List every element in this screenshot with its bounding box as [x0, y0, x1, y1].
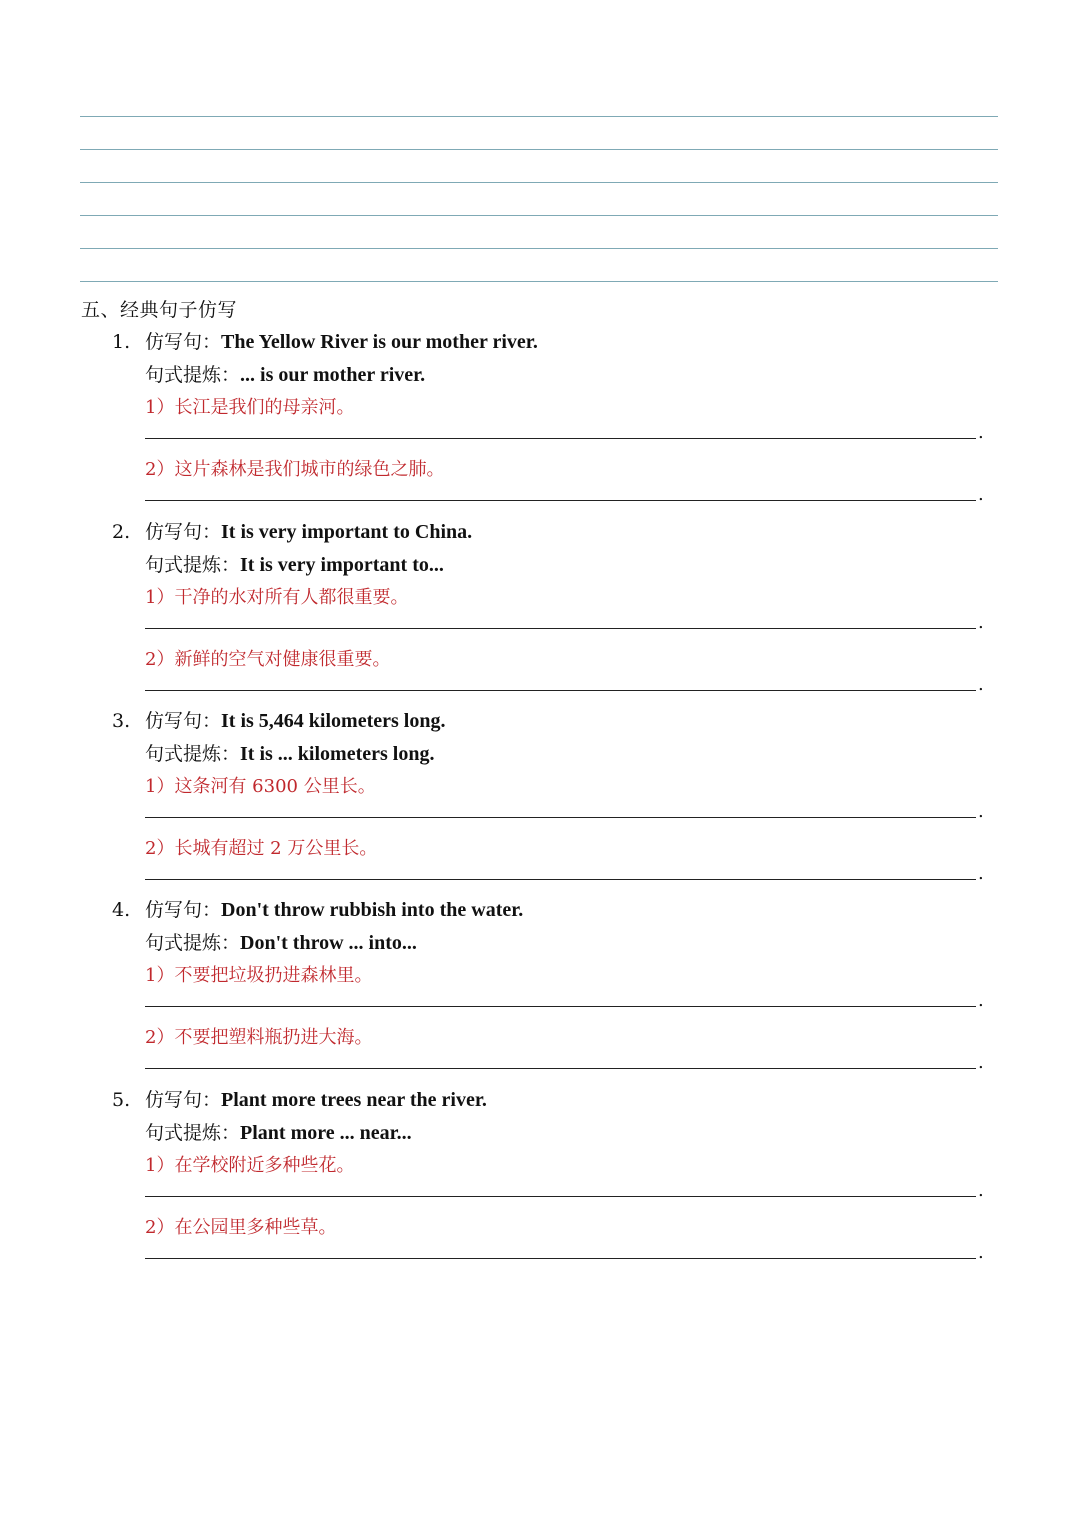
blank-writing-lines — [80, 116, 998, 314]
model-label: 仿写句： — [145, 1089, 222, 1111]
model-sentence — [145, 518, 472, 546]
pattern-text: ... is our mother river. — [240, 364, 426, 386]
model-label: 仿写句： — [145, 521, 222, 543]
pattern-text: It is very important to... — [240, 554, 444, 576]
task-prompt: 2）长城有超过 2 万公里长。 — [145, 838, 378, 859]
pattern-text: It is ... kilometers long. — [240, 743, 435, 765]
end-period: . — [978, 612, 984, 633]
exercise-number: 2. — [112, 521, 131, 543]
task-prompt: 1）这条河有 6300 公里长。 — [145, 776, 376, 797]
pattern-label: 句式提炼： — [145, 743, 241, 765]
sentence-pattern — [145, 361, 425, 389]
answer-line[interactable] — [145, 817, 976, 818]
writing-line[interactable] — [80, 182, 998, 183]
model-sentence — [145, 896, 523, 924]
end-period: . — [978, 863, 984, 884]
answer-line[interactable] — [145, 1006, 976, 1007]
task-prompt: 1）长江是我们的母亲河。 — [145, 397, 355, 418]
end-period: . — [978, 990, 984, 1011]
translation-task — [145, 773, 985, 833]
task-prompt: 2）新鲜的空气对健康很重要。 — [145, 649, 391, 670]
answer-line[interactable] — [145, 690, 976, 691]
writing-line[interactable] — [80, 149, 998, 150]
model-text: Plant more trees near the river. — [221, 1089, 487, 1111]
end-period: . — [978, 1052, 984, 1073]
model-sentence — [145, 328, 538, 356]
exercise-number: 3. — [112, 710, 131, 732]
task-prompt: 1）干净的水对所有人都很重要。 — [145, 587, 409, 608]
model-label: 仿写句： — [145, 331, 222, 353]
end-period: . — [978, 484, 984, 505]
end-period: . — [978, 801, 984, 822]
translation-task — [145, 1024, 985, 1084]
model-label: 仿写句： — [145, 899, 222, 921]
pattern-text: Don't throw ... into... — [240, 932, 417, 954]
sentence-pattern — [145, 551, 444, 579]
answer-line[interactable] — [145, 1196, 976, 1197]
exercise-number: 4. — [112, 899, 131, 921]
model-sentence — [145, 1086, 487, 1114]
section-title: 五、经典句子仿写 — [81, 299, 238, 321]
translation-task — [145, 646, 985, 706]
end-period: . — [978, 674, 984, 695]
task-prompt: 2）在公园里多种些草。 — [145, 1217, 337, 1238]
writing-line[interactable] — [80, 116, 998, 117]
sentence-pattern — [145, 929, 417, 957]
writing-line[interactable] — [80, 281, 998, 282]
answer-line[interactable] — [145, 879, 976, 880]
pattern-label: 句式提炼： — [145, 554, 241, 576]
task-prompt: 2）这片森林是我们城市的绿色之肺。 — [145, 459, 445, 480]
translation-task — [145, 835, 985, 895]
pattern-label: 句式提炼： — [145, 932, 241, 954]
writing-line[interactable] — [80, 248, 998, 249]
answer-line[interactable] — [145, 500, 976, 501]
task-prompt: 2）不要把塑料瓶扔进大海。 — [145, 1027, 373, 1048]
translation-task — [145, 1152, 985, 1212]
model-label: 仿写句： — [145, 710, 222, 732]
task-prompt: 1）不要把垃圾扔进森林里。 — [145, 965, 373, 986]
model-text: It is 5,464 kilometers long. — [221, 710, 446, 732]
exercise-number: 1. — [112, 331, 131, 353]
answer-line[interactable] — [145, 1258, 976, 1259]
exercise-number: 5. — [112, 1089, 131, 1111]
translation-task — [145, 962, 985, 1022]
translation-task — [145, 584, 985, 644]
answer-line[interactable] — [145, 1068, 976, 1069]
task-prompt: 1）在学校附近多种些花。 — [145, 1155, 355, 1176]
sentence-pattern — [145, 740, 434, 768]
pattern-text: Plant more ... near... — [240, 1122, 412, 1144]
pattern-label: 句式提炼： — [145, 364, 241, 386]
model-text: Don't throw rubbish into the water. — [221, 899, 524, 921]
answer-line[interactable] — [145, 438, 976, 439]
model-text: It is very important to China. — [221, 521, 473, 543]
translation-task — [145, 1214, 985, 1274]
translation-task — [145, 394, 985, 454]
writing-line[interactable] — [80, 215, 998, 216]
model-sentence — [145, 707, 445, 735]
model-text: The Yellow River is our mother river. — [221, 331, 538, 353]
translation-task — [145, 456, 985, 516]
end-period: . — [978, 1180, 984, 1201]
end-period: . — [978, 422, 984, 443]
answer-line[interactable] — [145, 628, 976, 629]
end-period: . — [978, 1242, 984, 1263]
pattern-label: 句式提炼： — [145, 1122, 241, 1144]
sentence-pattern — [145, 1119, 412, 1147]
